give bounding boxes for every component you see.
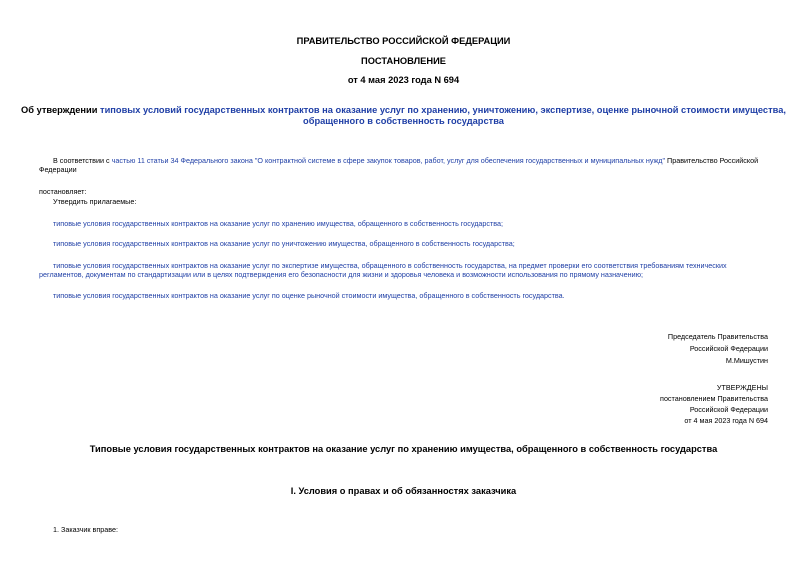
intro-line-1	[39, 156, 769, 165]
intro-paragraph	[39, 156, 769, 174]
item-expertise-link[interactable]	[39, 261, 769, 279]
item-expertise-line-1: типовые условия государственных контрактов на оказание услуг по экспертизе имущества, обращенного в собственность государства, на предмет проверки его соответствия требованиям технических	[53, 261, 727, 270]
approved-line-2: постановлением Правительства	[660, 394, 768, 403]
approved-line-3: Российской Федерации	[689, 405, 768, 414]
resolves-text: постановляет:	[39, 187, 87, 196]
approved-line-1: УТВЕРЖДЕНЫ	[716, 383, 768, 392]
item-valuation-link[interactable]: типовые условия государственных контрактов на оказание услуг по оценке рыночной стоимости имущества, обращенного в собственность государства.	[53, 291, 565, 300]
title-link[interactable]: типовых условий государственных контрактов на оказание услуг по хранению, уничтожению, экспертизе, оценке рыночной стоимости имущества,	[100, 105, 786, 115]
doc-type-heading: ПОСТАНОВЛЕНИЕ	[361, 56, 446, 66]
annex-title: Типовые условия государственных контрактов на оказание услуг по хранению имущества, обращенного в собственность государства	[89, 444, 718, 454]
signature-block	[668, 332, 768, 365]
item-expertise-line-2: регламентов, документам по стандартизации или в целях подтверждения его безопасности для жизни и здоровья человека и возможности использования по прямому назначению;	[39, 270, 644, 279]
signature-line-1: Председатель Правительства	[667, 332, 768, 341]
title-prefix: Об утверждении	[21, 105, 101, 115]
government-heading: ПРАВИТЕЛЬСТВО РОССИЙСКОЙ ФЕДЕРАЦИИ	[296, 36, 511, 46]
doc-date-number: от 4 мая 2023 года N 694	[347, 75, 460, 85]
intro-suffix: Правительство Российской	[665, 156, 759, 165]
law-link[interactable]: частью 11 статьи 34 Федерального закона "О контрактной системе в сфере закупок товаров, работ, услуг для обеспечения государственных и муниципальных нужд"	[111, 156, 666, 165]
item-storage-link[interactable]: типовые условия государственных контрактов на оказание услуг по хранению имущества, обращенного в собственность государства;	[53, 219, 504, 228]
signature-line-2: Российской Федерации	[689, 344, 768, 353]
intro-prefix: В соответствии с	[53, 156, 112, 165]
document-title	[0, 105, 807, 127]
title-line-1	[0, 105, 807, 116]
approved-block	[660, 383, 768, 425]
title-link-line-2[interactable]: обращенного в собственность государства	[303, 116, 504, 126]
item-destruction-link[interactable]: типовые условия государственных контрактов на оказание услуг по уничтожению имущества, обращенного в собственность государства;	[53, 239, 515, 248]
section-title: I. Условия о правах и об обязанностях заказчика	[290, 486, 517, 496]
intro-line-2: Федерации	[39, 165, 77, 174]
approved-line-4: от 4 мая 2023 года N 694	[684, 416, 768, 425]
signature-line-3: М.Мишустин	[725, 356, 768, 365]
clause-1: 1. Заказчик вправе:	[53, 525, 118, 534]
approve-text: Утвердить прилагаемые:	[53, 197, 137, 206]
